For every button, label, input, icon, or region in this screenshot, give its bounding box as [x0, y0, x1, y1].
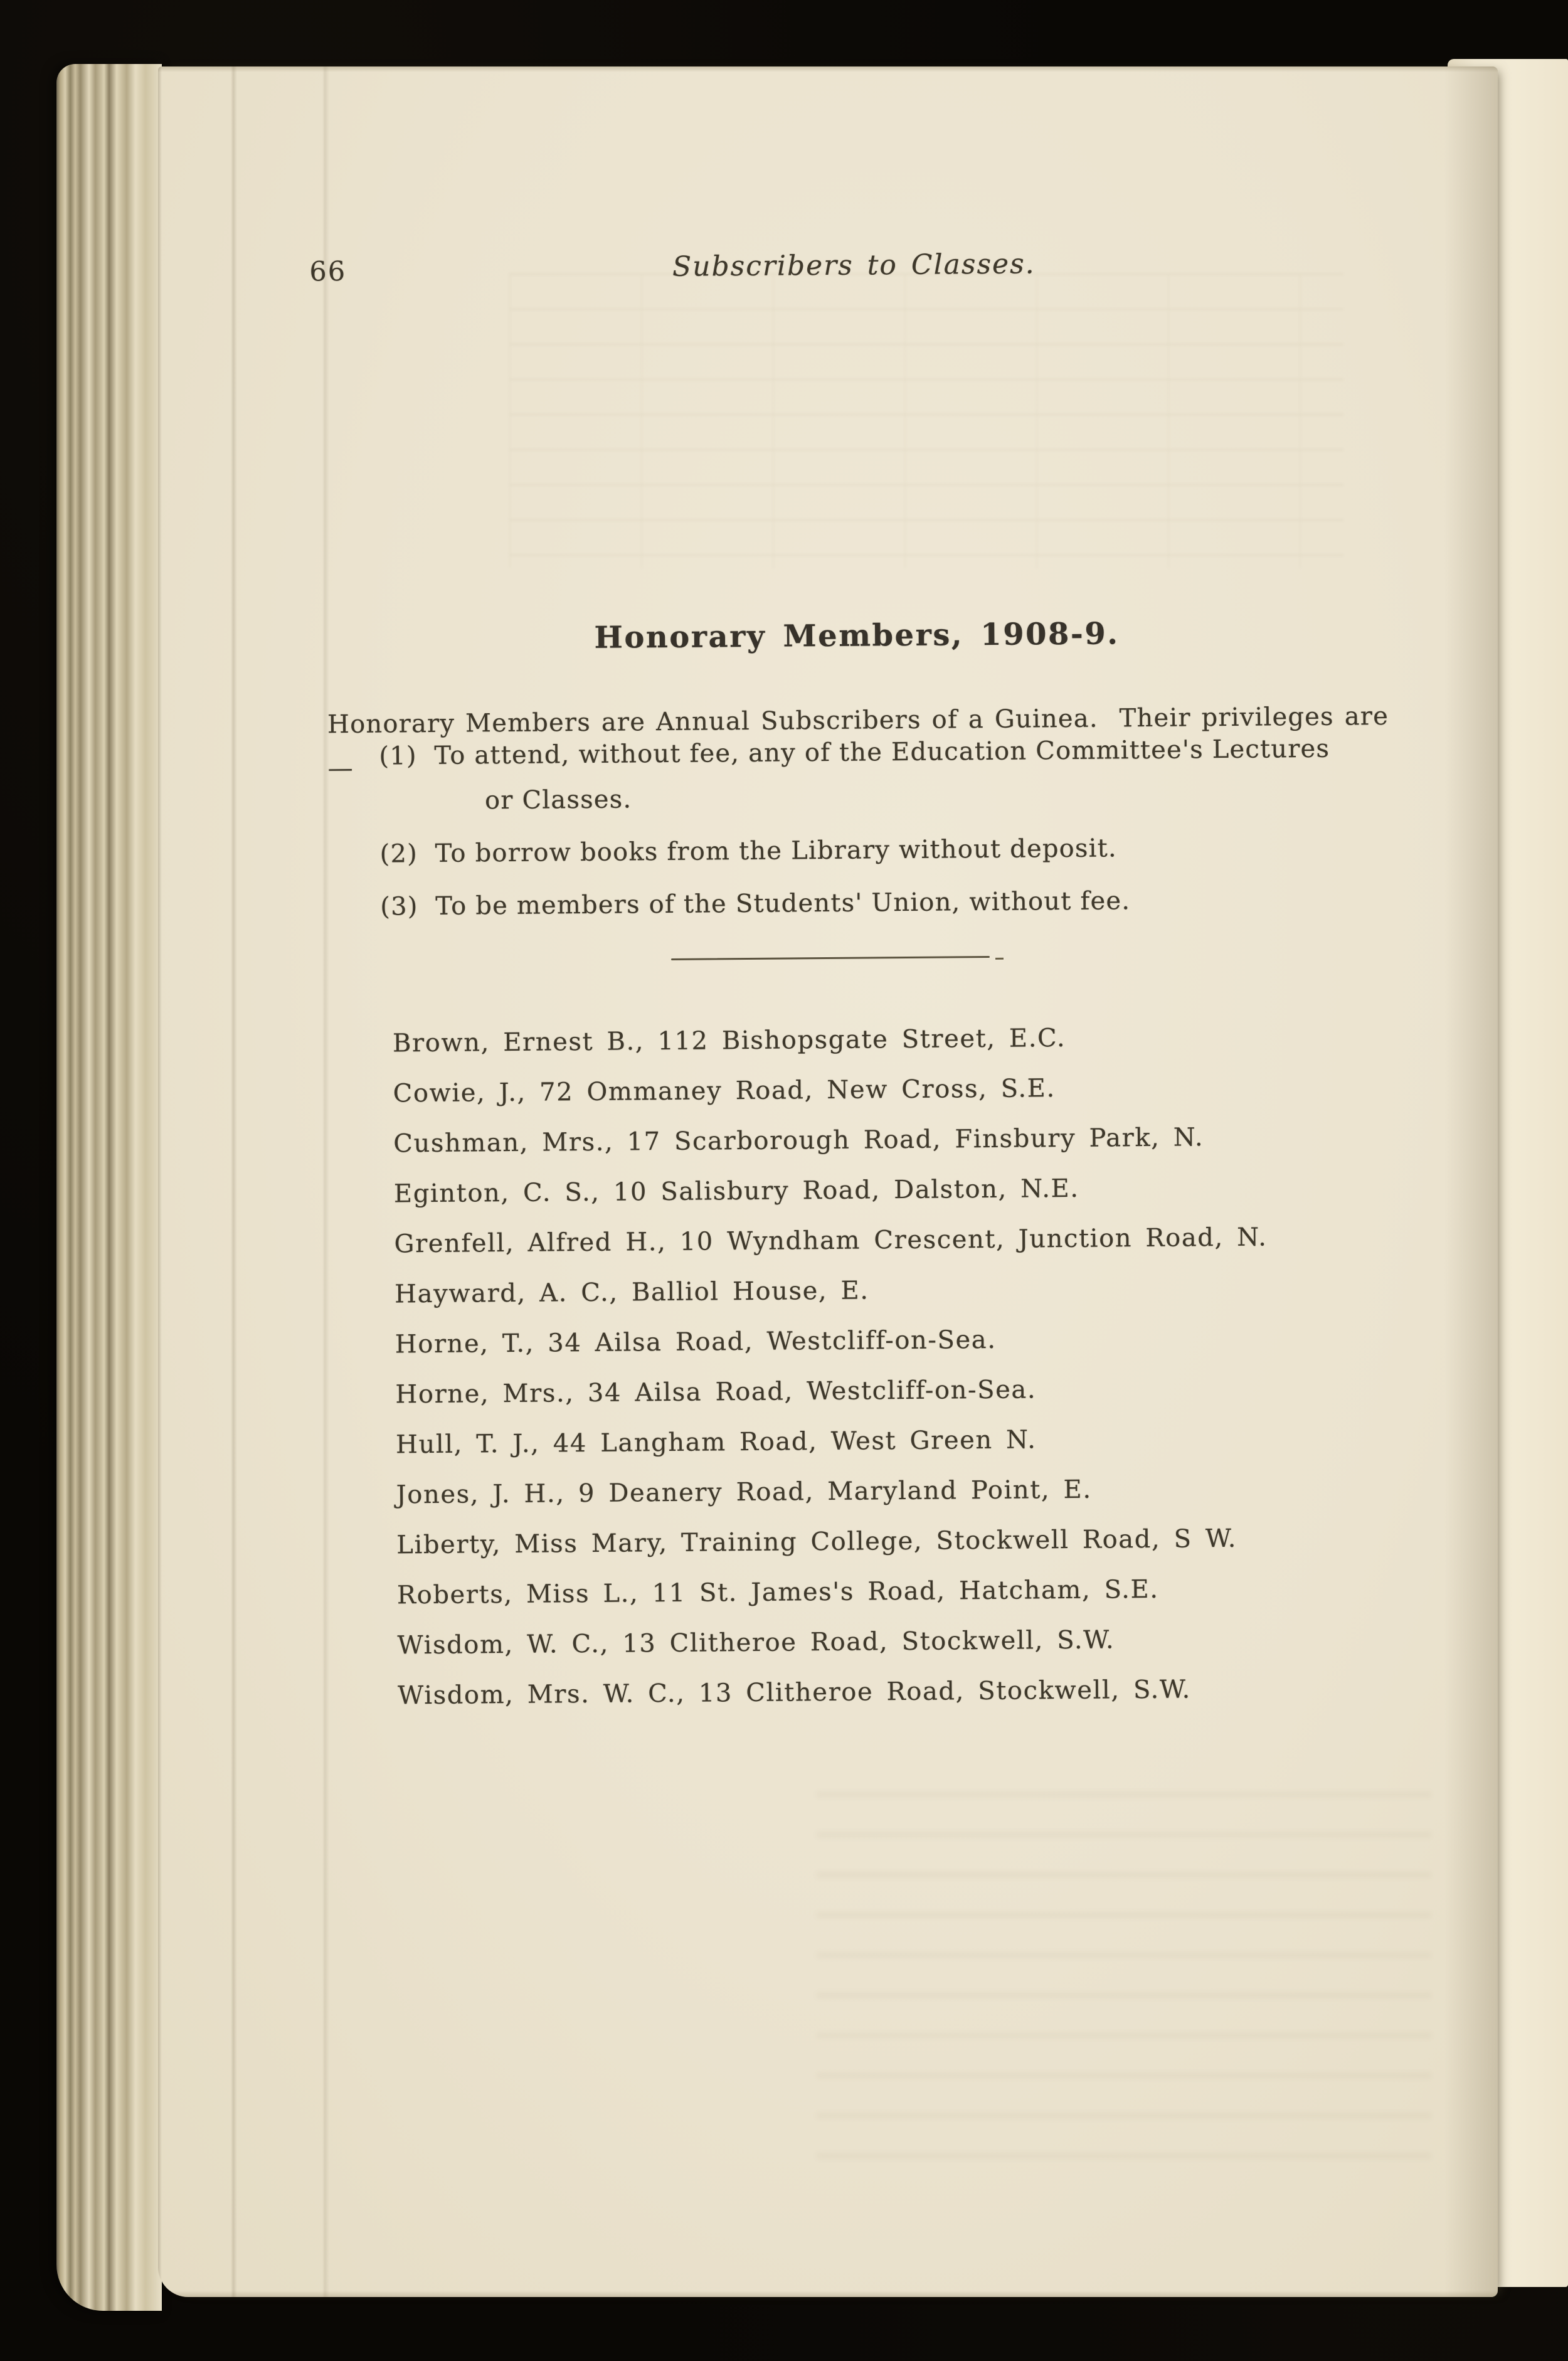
member-row: Roberts, Miss L., 11 St. James's Road, Hatcham, S.E. — [396, 1574, 1159, 1610]
page-content — [151, 61, 1508, 2303]
member-row: Cowie, J., 72 Ommaney Road, New Cross, S.E. — [393, 1074, 1056, 1108]
privilege-text: To attend, without fee, any of the Education Committee's Lectures or Classes. — [434, 734, 1330, 815]
book-page — [158, 66, 1498, 2297]
member-row: Hull, T. J., 44 Langham Road, West Green N. — [395, 1425, 1037, 1460]
members-list — [393, 1011, 1414, 1721]
page-stack-fore-edge — [56, 64, 162, 2311]
member-row: Jones, J. H., 9 Deanery Road, Maryland Point, E. — [396, 1475, 1092, 1510]
member-row: Horne, Mrs., 34 Ailsa Road, Westcliff-on-Sea. — [395, 1375, 1037, 1409]
member-row: Wisdom, Mrs. W. C., 13 Clitheroe Road, Stockwell, S.W. — [398, 1675, 1192, 1711]
section-heading: Honorary Members, 1908-9. — [594, 616, 1120, 656]
member-row: Grenfell, Alfred H., 10 Wyndham Crescent, Junction Road, N. — [394, 1223, 1268, 1259]
section-divider-rule — [671, 956, 990, 960]
privilege-text: To be members of the Students' Union, without fee. — [435, 886, 1131, 921]
member-row: Eginton, C. S., 10 Salisbury Road, Dalston, N.E. — [393, 1174, 1079, 1209]
privilege-item — [327, 726, 1363, 824]
privileges-list — [327, 726, 1389, 937]
member-row: Wisdom, W. C., 13 Clitheroe Road, Stockwell, S.W. — [397, 1625, 1115, 1660]
member-row: Liberty, Miss Mary, Training College, Stockwell Road, S W. — [396, 1524, 1237, 1560]
intro-paragraph: Honorary Members are Annual Subscribers of a Guinea. Their privileges are— — [327, 701, 1389, 783]
page-number: 66 — [309, 255, 347, 288]
privilege-item — [328, 824, 1364, 877]
privilege-item — [329, 876, 1364, 930]
privilege-number: (1) — [379, 741, 417, 771]
member-row: Cushman, Mrs., 17 Scarborough Road, Finsbury Park, N. — [393, 1123, 1204, 1159]
member-row: Hayward, A. C., Balliol House, E. — [395, 1276, 869, 1309]
member-row: Horne, T., 34 Ailsa Road, Westcliff-on-Sea. — [395, 1325, 997, 1359]
running-head: Subscribers to Classes. — [672, 248, 1036, 283]
member-row: Brown, Ernest B., 112 Bishopsgate Street, E.C. — [392, 1024, 1066, 1058]
privilege-number: (3) — [380, 892, 418, 921]
privilege-text: To borrow books from the Library without deposit. — [435, 834, 1118, 868]
privilege-number: (2) — [379, 839, 418, 869]
